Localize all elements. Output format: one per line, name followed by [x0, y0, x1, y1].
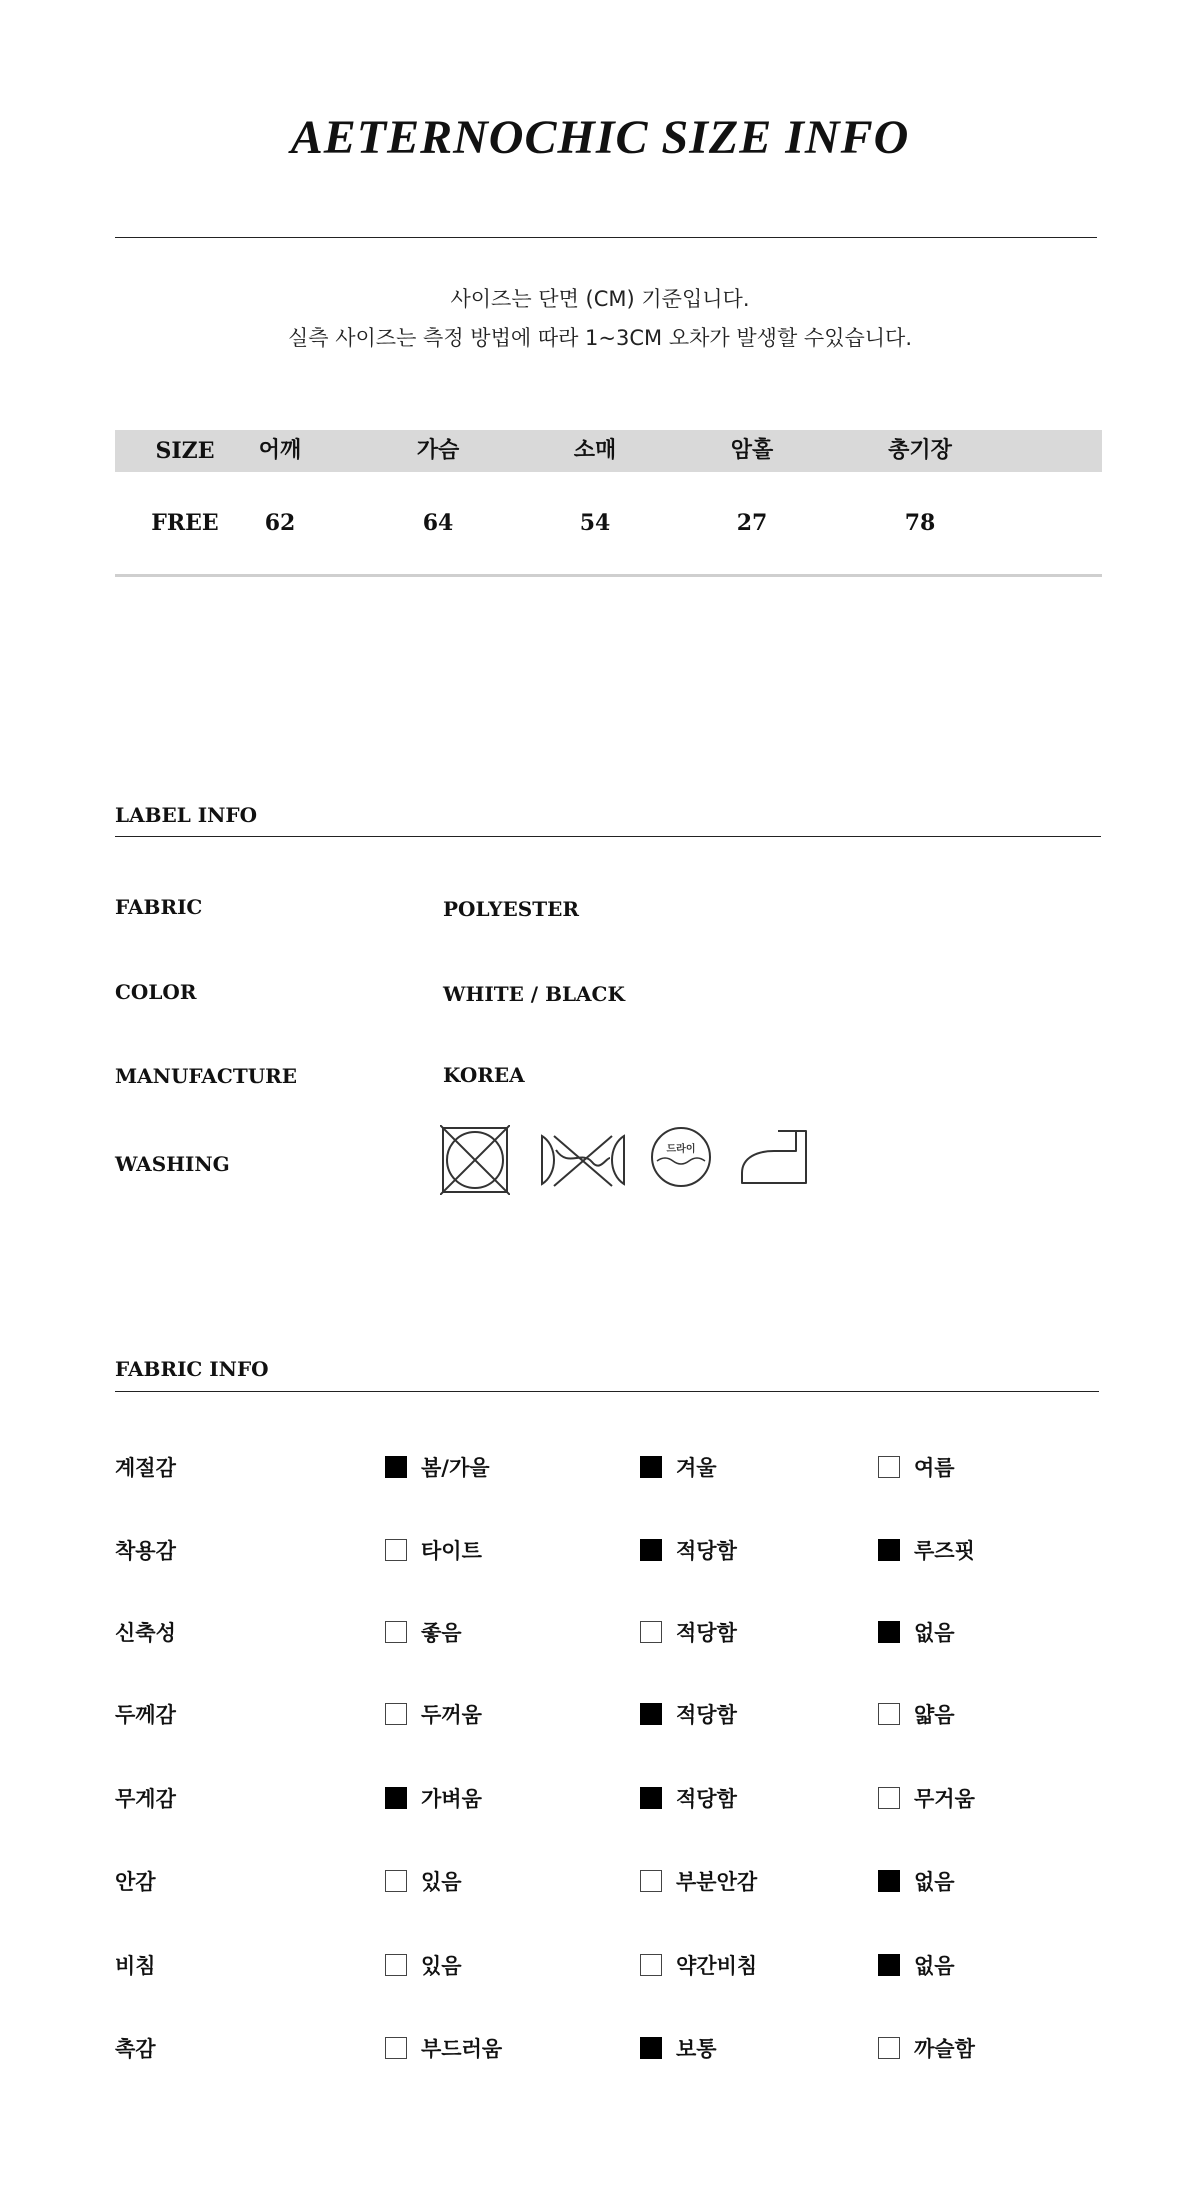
fabric-attribute-label: 착용감	[115, 1539, 176, 1563]
fabric-option	[385, 1535, 482, 1565]
checked-box-icon	[640, 1539, 662, 1561]
fabric-option	[640, 1617, 737, 1647]
header-cell-armhole: 암홀	[730, 438, 774, 463]
checked-box-icon	[640, 2037, 662, 2059]
header-cell-sleeve: 소매	[573, 438, 617, 463]
fabric-option	[878, 1452, 955, 1482]
fabric-info-divider	[115, 1391, 1099, 1392]
fabric-option	[640, 1950, 757, 1980]
fabric-label: FABRIC	[115, 895, 203, 919]
fabric-option-label: 좋음	[421, 1621, 462, 1645]
manufacture-value: KOREA	[443, 1063, 525, 1087]
checked-box-icon	[878, 1870, 900, 1892]
page-title: AETERNOCHIC SIZE INFO	[290, 111, 910, 164]
fabric-option-label: 적당함	[676, 1539, 737, 1563]
shoulder-cell: 62	[264, 510, 296, 536]
checked-box-icon	[640, 1703, 662, 1725]
manufacture-label: MANUFACTURE	[115, 1064, 298, 1088]
dry-label: 드라이	[666, 1144, 696, 1155]
fabric-option	[385, 1617, 462, 1647]
fabric-option-label: 루즈핏	[914, 1539, 975, 1563]
empty-box-icon	[878, 1703, 900, 1725]
fabric-option-label: 가벼움	[421, 1787, 482, 1811]
size-table-bottom-rule	[115, 574, 1102, 577]
fabric-option-label: 봄/가을	[421, 1456, 490, 1480]
sleeve-cell: 54	[579, 510, 611, 536]
fabric-option-label: 적당함	[676, 1787, 737, 1811]
fabric-option	[385, 1699, 482, 1729]
fabric-option	[878, 1950, 955, 1980]
empty-box-icon	[385, 2037, 407, 2059]
table-row	[115, 472, 1102, 574]
header-cell-chest: 가슴	[416, 438, 460, 463]
fabric-option-label: 적당함	[676, 1621, 737, 1645]
fabric-option-label: 없음	[914, 1954, 955, 1978]
fabric-option	[385, 1866, 462, 1896]
title-divider	[115, 237, 1097, 238]
fabric-attribute-label: 계절감	[115, 1456, 176, 1480]
fabric-attribute-label: 신축성	[115, 1621, 176, 1645]
fabric-option-label: 부드러움	[421, 2037, 503, 2061]
fabric-option	[640, 1699, 737, 1729]
fabric-option-label: 적당함	[676, 1703, 737, 1727]
size-table-header	[115, 430, 1102, 472]
chest-cell: 64	[422, 510, 454, 536]
fabric-option-label: 무거움	[914, 1787, 975, 1811]
fabric-option	[878, 2033, 975, 2063]
no-wash-icon	[440, 1125, 510, 1195]
color-value: WHITE / BLACK	[443, 982, 625, 1006]
fabric-option	[640, 1783, 737, 1813]
fabric-attribute-label: 무게감	[115, 1787, 176, 1811]
fabric-option-label: 까슬함	[914, 2037, 975, 2061]
note-line-1: 사이즈는 단면 (CM) 기준입니다.	[450, 287, 750, 311]
fabric-option-label: 부분안감	[676, 1870, 758, 1894]
fabric-option-label: 얇음	[914, 1703, 955, 1727]
fabric-option	[878, 1699, 955, 1729]
fabric-option-label: 두꺼움	[421, 1703, 482, 1727]
checked-box-icon	[385, 1787, 407, 1809]
dry-clean-icon	[649, 1125, 713, 1189]
color-label: COLOR	[115, 980, 197, 1004]
fabric-option-label: 보통	[676, 2037, 717, 2061]
fabric-option-label: 약간비침	[676, 1954, 758, 1978]
fabric-option-label: 여름	[914, 1456, 955, 1480]
header-cell-size: SIZE	[155, 438, 215, 464]
empty-box-icon	[878, 2037, 900, 2059]
fabric-option-label: 없음	[914, 1870, 955, 1894]
empty-box-icon	[640, 1870, 662, 1892]
fabric-option	[385, 1950, 462, 1980]
fabric-attribute-label: 두께감	[115, 1703, 176, 1727]
armhole-cell: 27	[736, 510, 768, 536]
size-cell: FREE	[151, 510, 219, 536]
iron-icon	[738, 1127, 810, 1189]
fabric-option-label: 있음	[421, 1954, 462, 1978]
fabric-option	[878, 1866, 955, 1896]
empty-box-icon	[385, 1703, 407, 1725]
empty-box-icon	[385, 1539, 407, 1561]
checked-box-icon	[878, 1954, 900, 1976]
fabric-value: POLYESTER	[443, 897, 579, 921]
label-info-divider	[115, 836, 1101, 837]
empty-box-icon	[640, 1621, 662, 1643]
empty-box-icon	[878, 1456, 900, 1478]
fabric-option	[385, 1783, 482, 1813]
fabric-option	[878, 1617, 955, 1647]
fabric-option-label: 겨울	[676, 1456, 717, 1480]
checked-box-icon	[878, 1621, 900, 1643]
fabric-option	[640, 1866, 757, 1896]
fabric-option-label: 없음	[914, 1621, 955, 1645]
size-notes	[0, 280, 1200, 358]
length-cell: 78	[904, 510, 936, 536]
fabric-attribute-label: 안감	[115, 1870, 156, 1894]
no-wring-icon	[540, 1128, 626, 1192]
note-line-2: 실측 사이즈는 측정 방법에 따라 1~3CM 오차가 발생할 수있습니다.	[287, 326, 913, 350]
fabric-option-label: 있음	[421, 1870, 462, 1894]
empty-box-icon	[385, 1870, 407, 1892]
fabric-attribute-label: 비침	[115, 1954, 156, 1978]
empty-box-icon	[385, 1621, 407, 1643]
checked-box-icon	[878, 1539, 900, 1561]
washing-label: WASHING	[115, 1152, 230, 1176]
empty-box-icon	[640, 1954, 662, 1976]
checked-box-icon	[640, 1787, 662, 1809]
fabric-option	[640, 1452, 717, 1482]
checked-box-icon	[385, 1456, 407, 1478]
header-cell-shoulder: 어깨	[258, 438, 302, 463]
empty-box-icon	[878, 1787, 900, 1809]
fabric-option	[385, 2033, 502, 2063]
fabric-option	[640, 1535, 737, 1565]
fabric-option	[878, 1535, 975, 1565]
fabric-option	[640, 2033, 717, 2063]
checked-box-icon	[640, 1456, 662, 1478]
fabric-option	[385, 1452, 490, 1482]
fabric-option-label: 타이트	[421, 1539, 482, 1563]
fabric-attribute-label: 촉감	[115, 2037, 156, 2061]
header-cell-length: 총기장	[888, 438, 952, 463]
label-info-title: LABEL INFO	[115, 803, 258, 827]
size-table	[115, 430, 1102, 577]
empty-box-icon	[385, 1954, 407, 1976]
fabric-option	[878, 1783, 975, 1813]
fabric-info-title: FABRIC INFO	[115, 1357, 269, 1381]
